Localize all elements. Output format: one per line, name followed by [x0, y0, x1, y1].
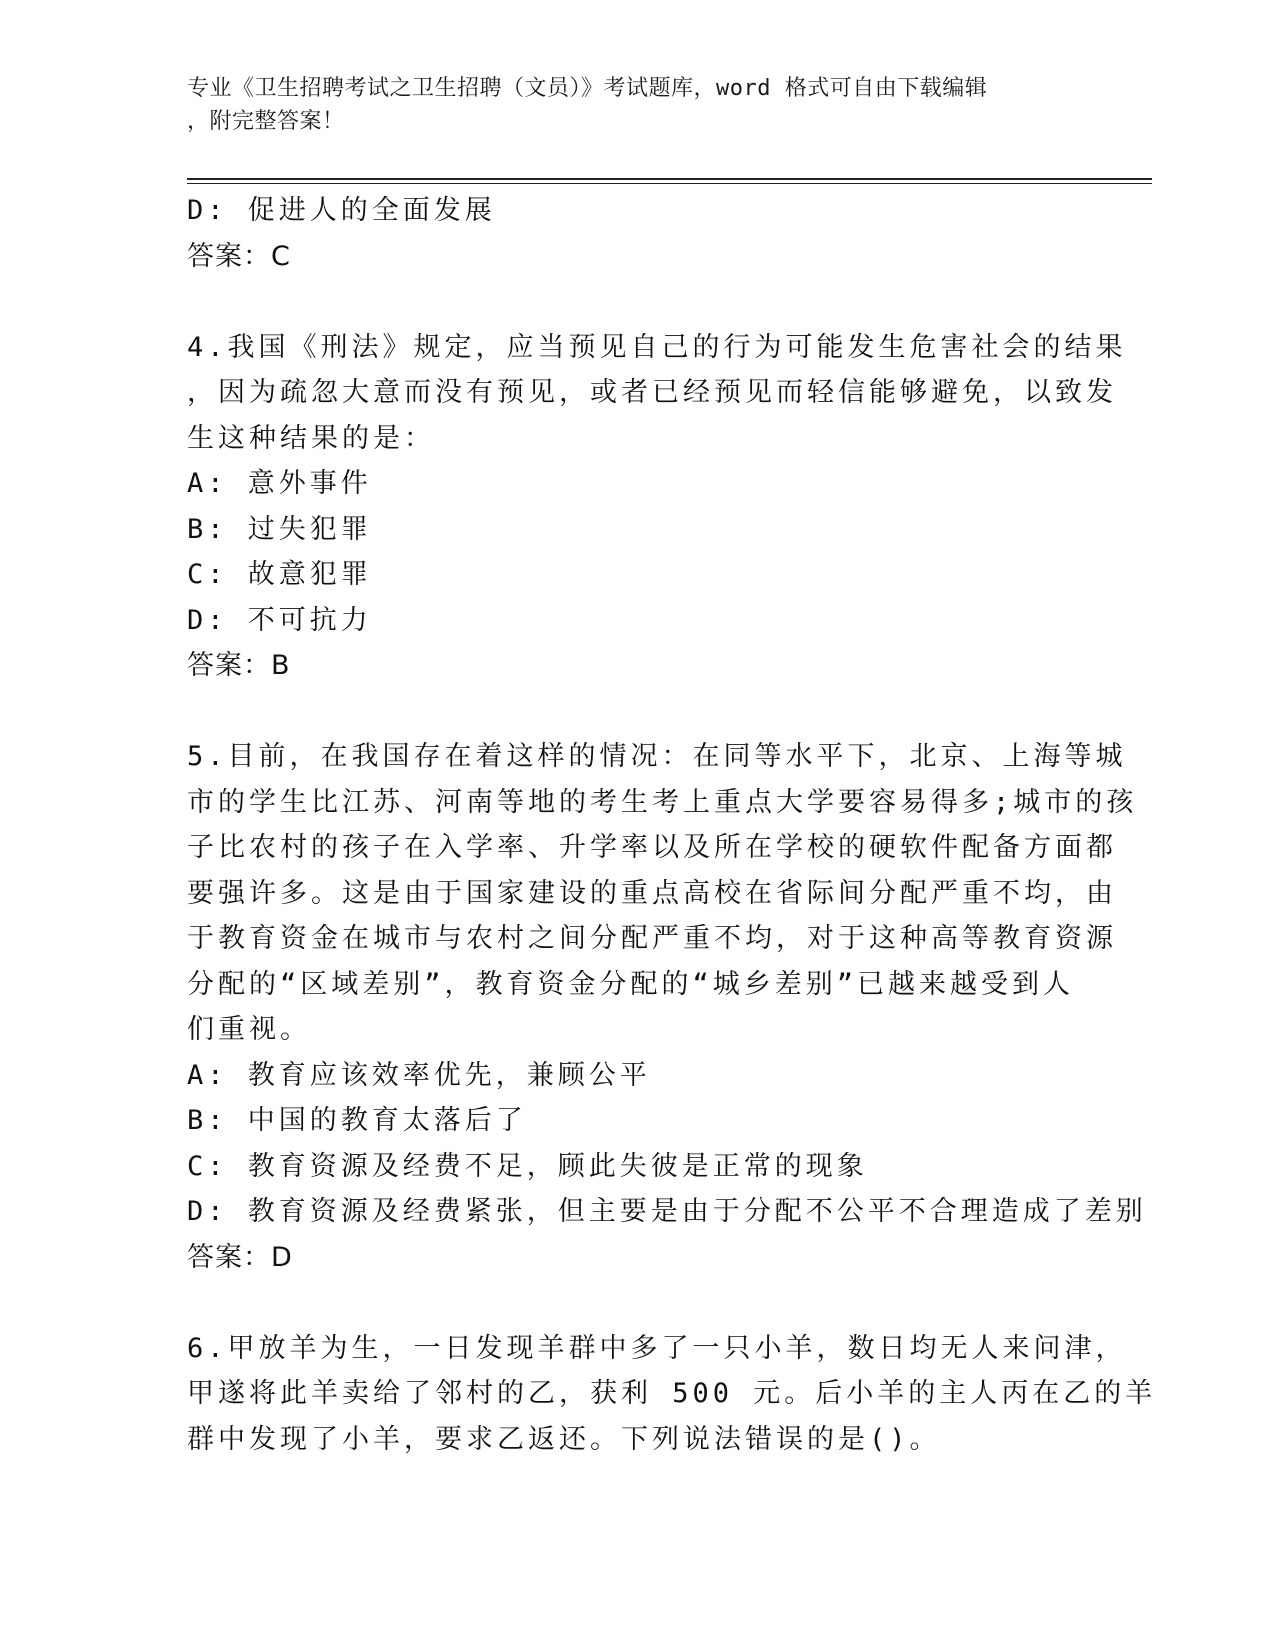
document-body: [187, 188, 1157, 1462]
question-text-line: 6.甲放羊为生，一日发现羊群中多了一只小羊，数日均无人来问津，: [187, 1332, 1127, 1364]
option-b: B: 中国的教育太落后了: [187, 1105, 527, 1136]
option-c: C: 教育资源及经费不足，顾此失彼是正常的现象: [187, 1150, 868, 1182]
question-text-line: 于教育资金在城市与农村之间分配严重不均，对于这种高等教育资源: [187, 923, 1117, 954]
question-text-line: 市的学生比江苏、河南等地的考生考上重点大学要容易得多;城市的孩: [187, 786, 1138, 818]
question-text-line: 4.我国《刑法》规定，应当预见自己的行为可能发生危害社会的结果: [187, 331, 1127, 363]
question-text-line: ，因为疏忽大意而没有预见，或者已经预见而轻信能够避免，以致发: [187, 377, 1117, 408]
spacer: [187, 1280, 1087, 1326]
header-line: ，附完整答案！: [187, 109, 345, 134]
header-line: 专业《卫生招聘考试之卫生招聘（文员）》考试题库，word 格式可自由下载编辑: [187, 76, 988, 101]
option-d-continued: D: 促进人的全面发展: [187, 195, 496, 226]
question-text-line: 生这种结果的是：: [187, 422, 435, 454]
question-text-line: 要强许多。这是由于国家建设的重点高校在省际间分配严重不均，由: [187, 877, 1117, 909]
spacer: [187, 689, 1087, 735]
question-text-line: 5.目前，在我国存在着这样的情况：在同等水平下，北京、上海等城: [187, 741, 1127, 772]
answer-line: 答案：C: [187, 240, 291, 272]
question-4: [187, 325, 1127, 689]
header-divider-thin: [187, 183, 1152, 184]
option-c: C: 故意犯罪: [187, 559, 372, 590]
question-text-line: 群中发现了小羊，要求乙返还。下列说法错误的是()。: [187, 1423, 941, 1455]
question-text-line: 子比农村的孩子在入学率、升学率以及所在学校的硬软件配备方面都: [187, 832, 1117, 863]
question-5: [187, 734, 1147, 1280]
header-divider-thick: [187, 178, 1152, 180]
question-text-line: 分配的“区域差别”，教育资金分配的“城乡差别”已越来越受到人: [187, 968, 1075, 1000]
option-a: A: 意外事件: [187, 468, 372, 499]
question-6: [187, 1326, 1157, 1463]
option-a: A: 教育应该效率优先，兼顾公平: [187, 1059, 651, 1091]
answer-line: 答案：B: [187, 650, 291, 681]
option-d: D: 教育资源及经费紧张，但主要是由于分配不公平不合理造成了差别: [187, 1196, 1147, 1227]
question-text-line: 们重视。: [187, 1014, 311, 1045]
answer-line: 答案：D: [187, 1241, 293, 1273]
question-text-line: 甲遂将此羊卖给了邻村的乙，获利 500 元。后小羊的主人丙在乙的羊: [187, 1378, 1157, 1409]
page-header: [187, 72, 1087, 138]
option-d: D: 不可抗力: [187, 604, 372, 636]
spacer: [187, 279, 1087, 325]
option-b: B: 过失犯罪: [187, 513, 372, 545]
